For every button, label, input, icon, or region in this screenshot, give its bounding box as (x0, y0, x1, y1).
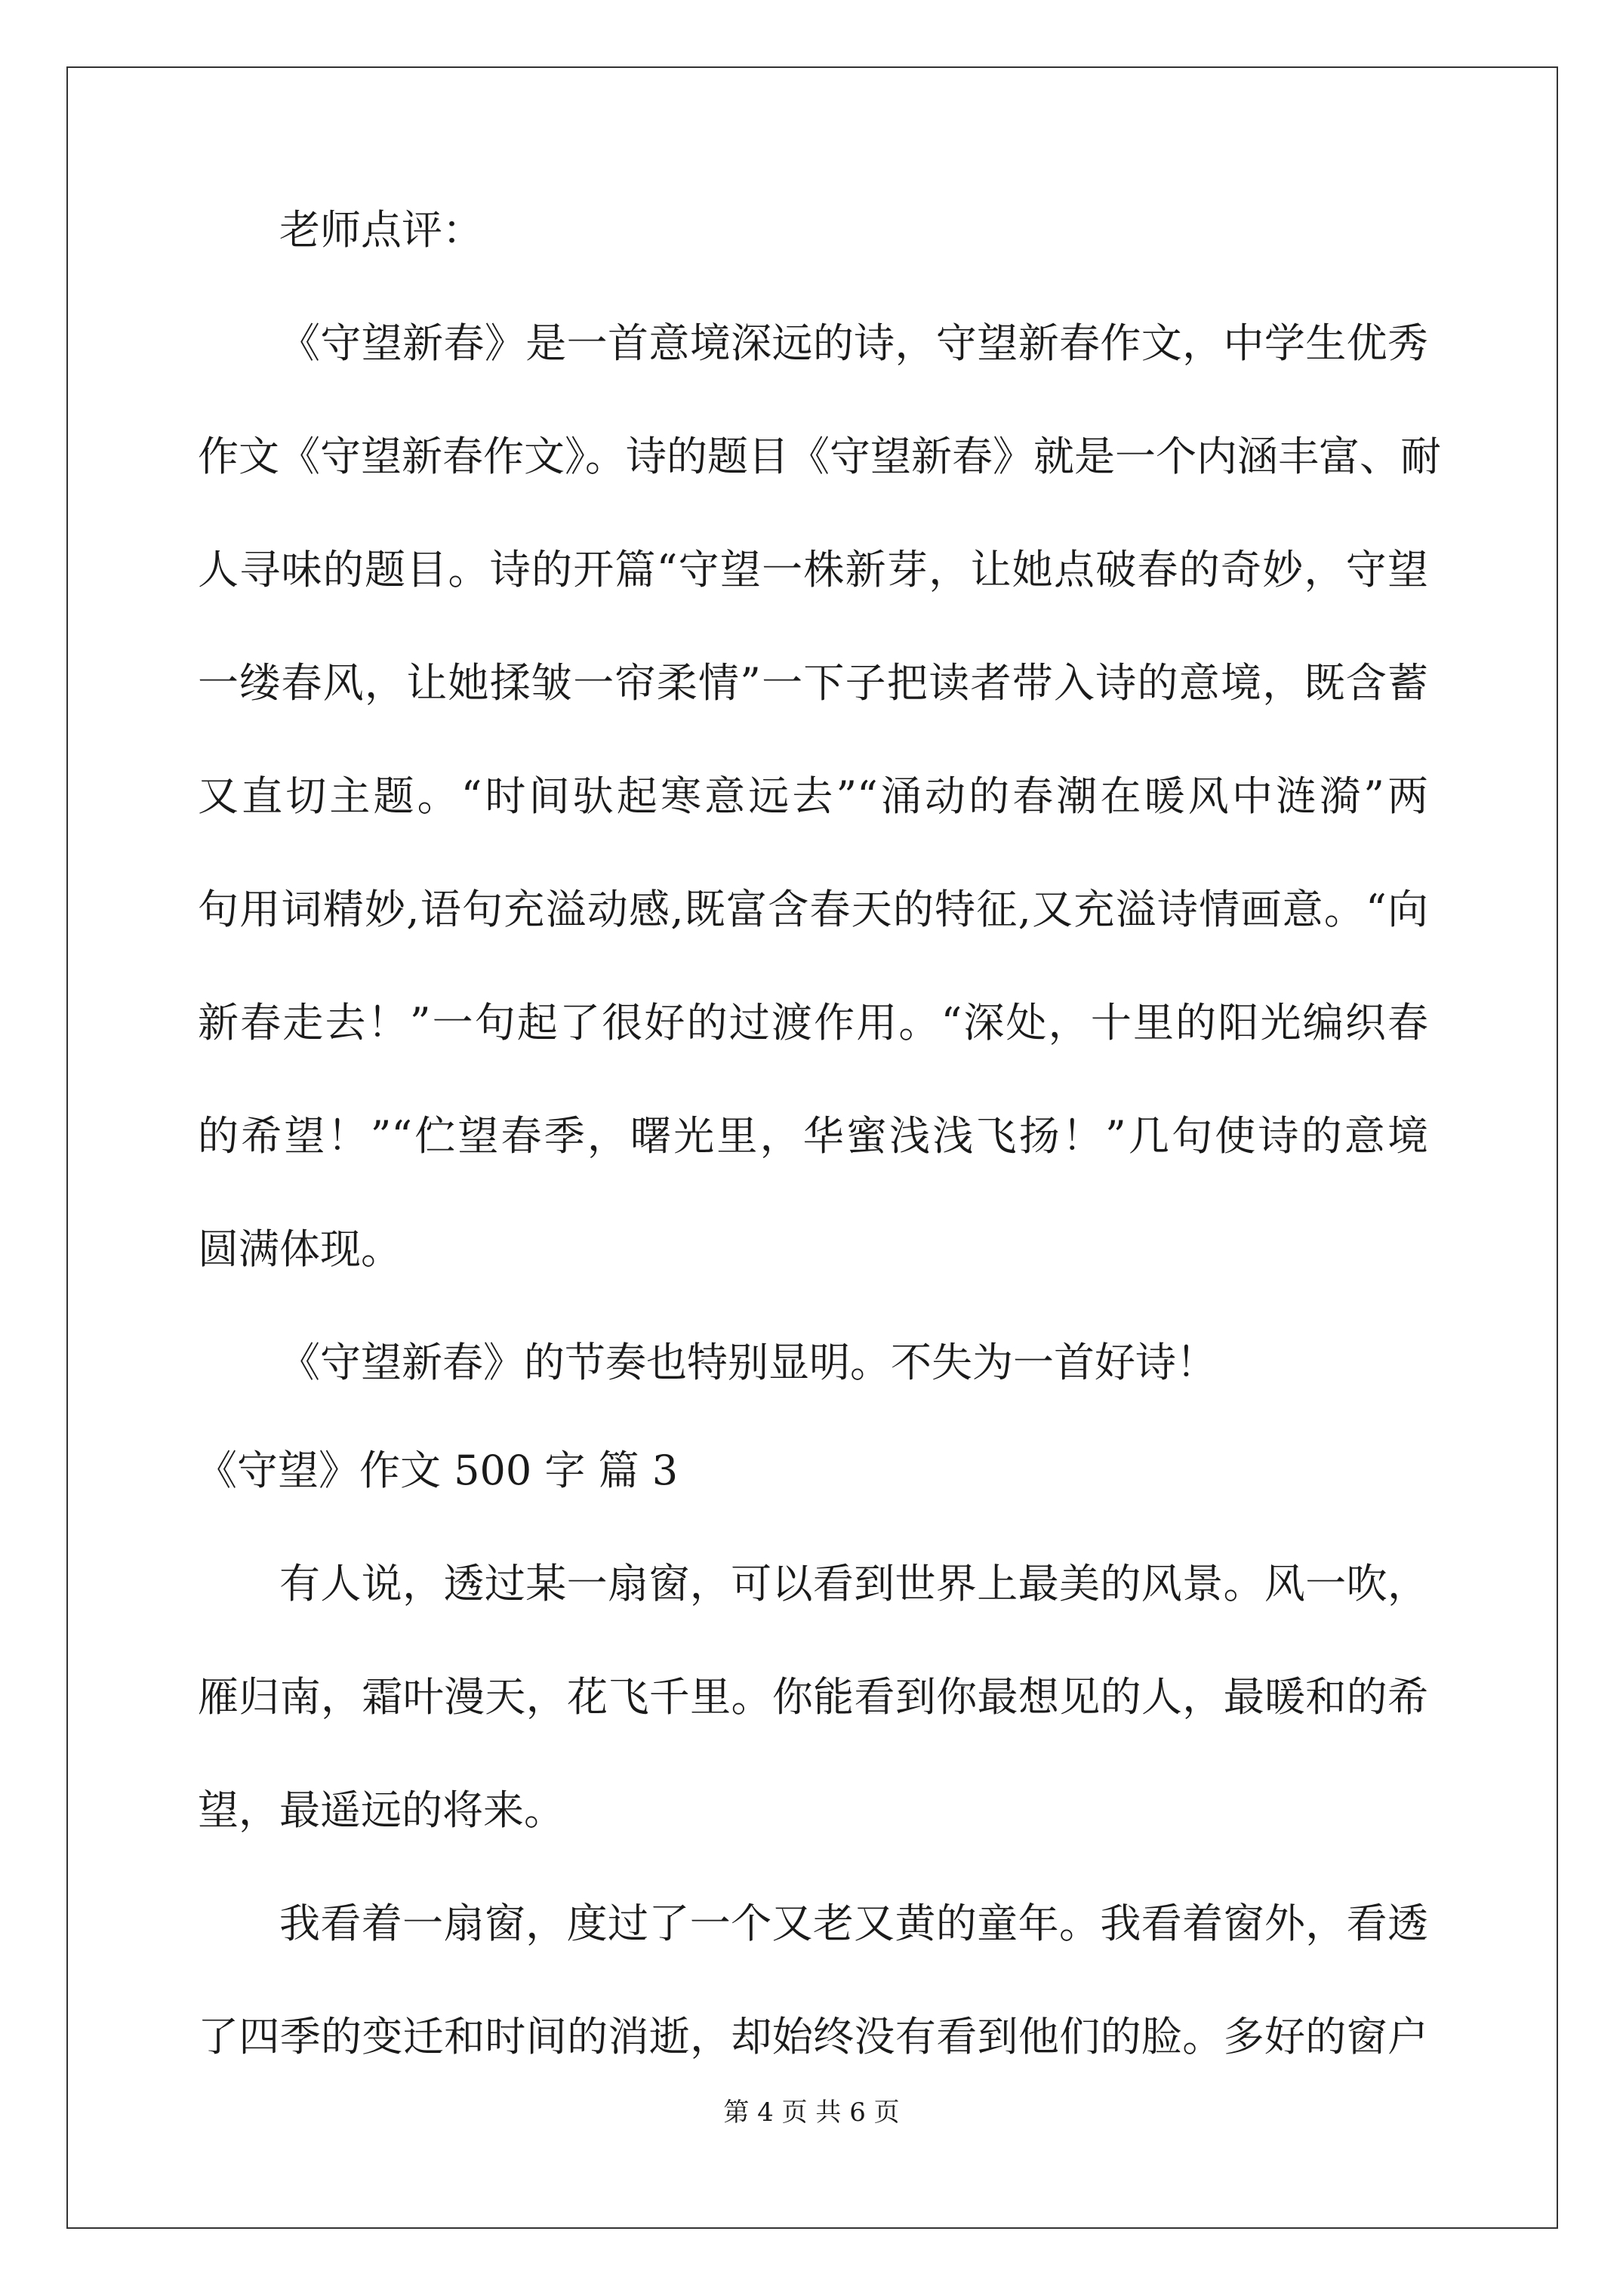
paragraph-line: 望，最遥远的将来。 (198, 1786, 565, 1834)
paragraph-line: 《守望新春》的节奏也特别显明。不失为一首好诗！ (279, 1339, 1217, 1386)
paragraph-line: 有人说，透过某一扇窗，可以看到世界上最美的风景。风一吹， (279, 1560, 1428, 1607)
paragraph-line: 又直切主题。“时间驮起寒意远去”“涌动的春潮在暖风中涟漪”两 (198, 772, 1428, 820)
paragraph-line: 人寻味的题目。诗的开篇“守望一株新芽，让她点破春的奇妙，守望 (198, 546, 1428, 593)
paragraph-line: 新春走去！”一句起了很好的过渡作用。“深处，十里的阳光编织春 (198, 999, 1428, 1046)
paragraph-line: 我看着一扇窗，度过了一个又老又黄的童年。我看着窗外，看透 (279, 1900, 1428, 1947)
paragraph-line: 了四季的变迁和时间的消逝，却始终没有看到他们的脸。多好的窗户 (198, 2013, 1428, 2060)
paragraph-line: 一缕春风，让她揉皱一帘柔情”一下子把读者带入诗的意境，既含蓄 (198, 659, 1428, 707)
page-footer: 第 4 页 共 6 页 (723, 2097, 900, 2128)
paragraph-line: 句用词精妙,语句充溢动感,既富含春天的特征,又充溢诗情画意。“向 (198, 886, 1428, 933)
comment-heading: 老师点评： (279, 206, 483, 254)
paragraph-line: 《守望新春》是一首意境深远的诗，守望新春作文，中学生优秀 (279, 319, 1428, 367)
section-heading: 《守望》作文 500 字 篇 3 (196, 1447, 679, 1494)
paragraph-line: 雁归南，霜叶漫天，花飞千里。你能看到你最想见的人，最暖和的希 (198, 1673, 1428, 1721)
paragraph-line: 作文《守望新春作文》。诗的题目《守望新春》就是一个内涵丰富、耐 (198, 433, 1441, 480)
paragraph-line: 圆满体现。 (198, 1225, 402, 1273)
paragraph-line: 的希望！”“伫望春季，曙光里，华蜜浅浅飞扬！”几句使诗的意境 (198, 1112, 1428, 1160)
